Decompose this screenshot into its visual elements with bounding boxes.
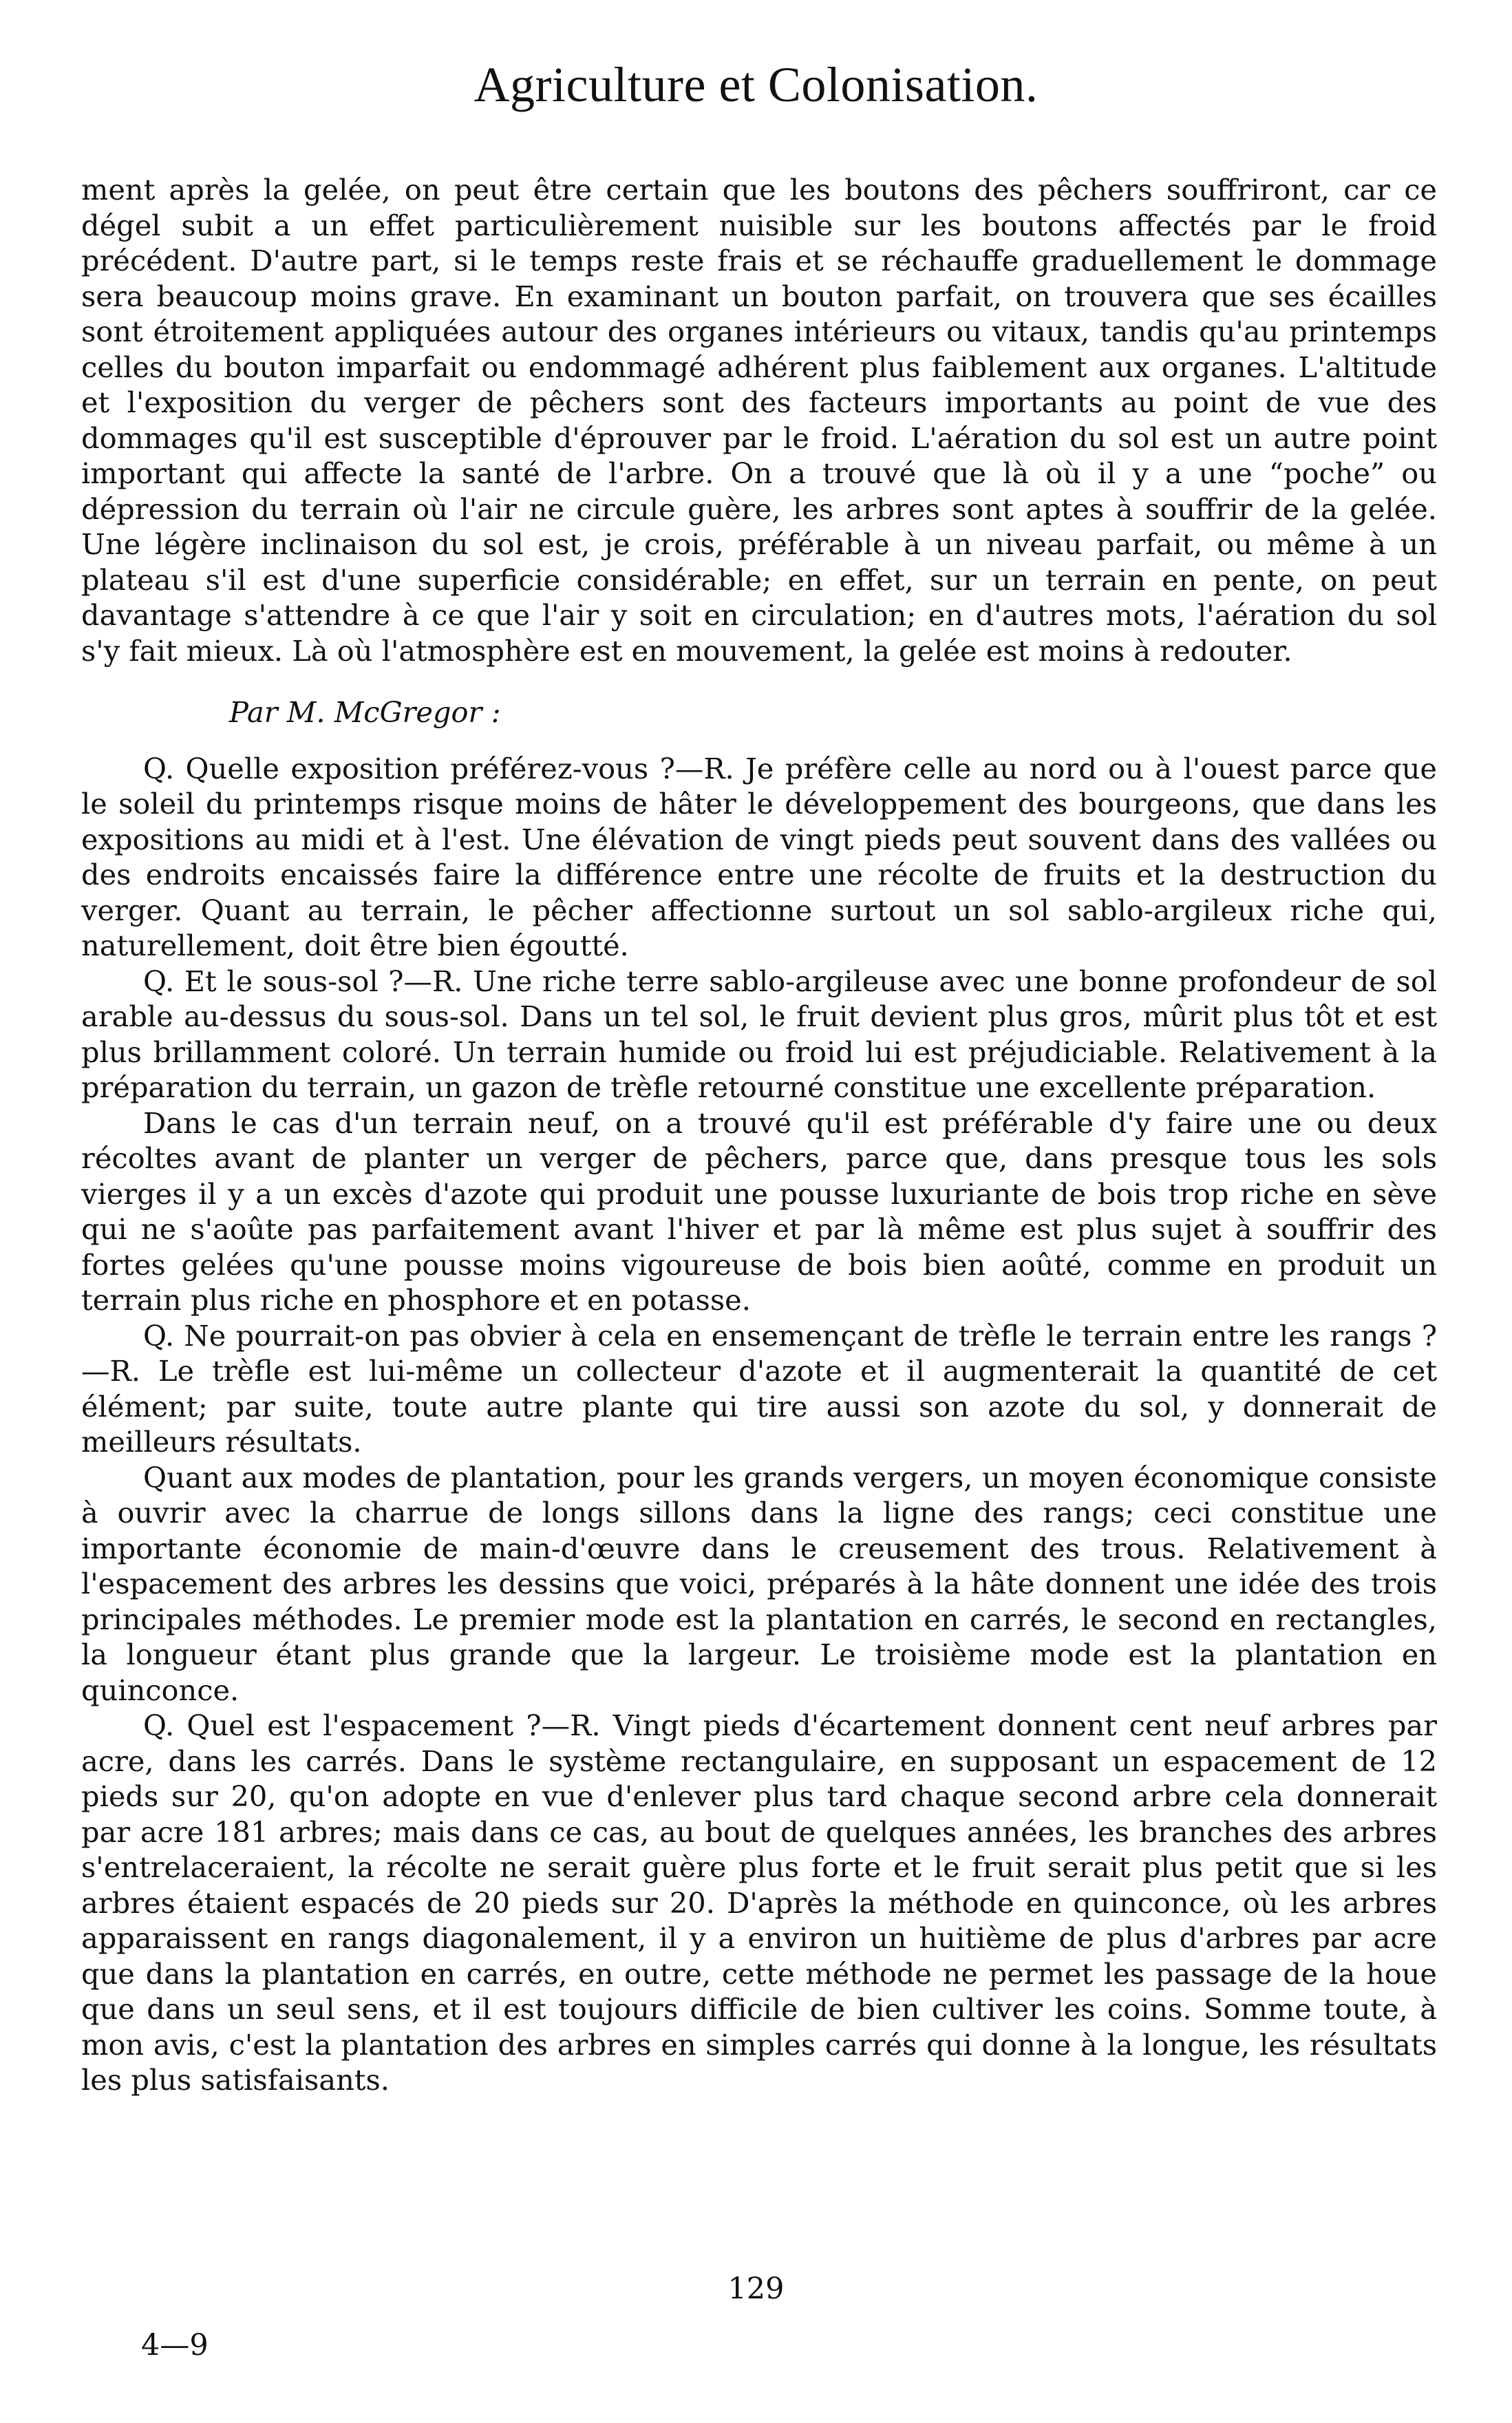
paragraph: Q. Quelle exposition préférez-vous ?—R. Je préfère celle au nord ou à l'ouest parce que le soleil du printemps risque moins de hâter le développement des bourgeons, que dans les expositions au midi et à l'est. Une élévation de vingt pieds peut souvent dans des vallées ou des endroits encaissés faire la différence entre une récolte de fruits et la destruction du verger. Quant au terrain, le pêcher affectionne surtout un sol sablo-argileux riche qui, naturellement, doit être bien égoutté.: [81, 751, 1437, 962]
paragraph: Q. Et le sous-sol ?—R. Une riche terre sablo-argileuse avec une bonne profondeur de sol arable au-dessus du sous-sol. Dans un tel sol, le fruit devient plus gros, mûrit plus tôt et est plus brillamment coloré. Un terrain humide ou froid lui est préjudiciable. Relativement à la préparation du terrain, un gazon de trèfle retourné constitue une excellente préparation.: [81, 964, 1437, 1104]
paragraph: Q. Quel est l'espacement ?—R. Vingt pieds d'écartement donnent cent neuf arbres par acre, dans les carrés. Dans le système rectangulaire, en supposant un espacement de 12 pieds sur 20, qu'on adopte en vue d'enlever plus tard chaque second arbre cela donnerait par acre 181 arbres; mais dans ce cas, au bout de quelques années, les branches des arbres s'entrelaceraient, la récolte ne serait guère plus forte et le fruit serait plus petit que si les arbres étaient espacés de 20 pieds sur 20. D'après la méthode en quinconce, où les arbres apparaissent en rangs diagonalement, il y a environ un huitième de plus d'arbres par acre que dans la plantation en carrés, en outre, cette méthode ne permet les passage de la houe que dans un seul sens, et il est toujours difficile de bien cultiver les coins. Somme toute, à mon avis, c'est la plantation des arbres en simples carrés qui donne à la longue, les résultats les plus satisfaisants.: [81, 1708, 1437, 2097]
speaker-heading: Par M. McGregor :: [229, 695, 501, 729]
paragraph: Quant aux modes de plantation, pour les grands vergers, un moyen économique consiste à ouvrir avec la charrue de longs sillons dans la ligne des rangs; ceci constitue une importante économie de main-d'œuvre dans le creusement des trous. Relativement à l'espacement des arbres les dessins que voici, préparés à la hâte donnent une idée des trois principales méthodes. Le premier mode est la plantation en carrés, le second en rectangles, la longueur étant plus grande que la largeur. Le troisième mode est la plantation en quinconce.: [81, 1460, 1437, 1707]
page-number: 129: [727, 2272, 785, 2306]
paragraph: Dans le cas d'un terrain neuf, on a trouvé qu'il est préférable d'y faire une ou deux récoltes avant de planter un verger de pêchers, parce que, dans presque tous les sols vierges il y a un excès d'azote qui produit une pousse luxuriante de bois trop riche en sève qui ne s'aoûte pas parfaitement avant l'hiver et par là même est plus sujet à souffrir des fortes gelées qu'une pousse moins vigoureuse de bois bien aoûté, comme en produit un terrain plus riche en phosphore et en potasse.: [81, 1105, 1437, 1317]
body-text: [81, 172, 1437, 2098]
paragraph-continuation: ment après la gelée, on peut être certain que les boutons des pêchers souffriront, car ce dégel subit a un effet particulièrement nuisible sur les boutons affectés par le froid précédent. D'autre part, si le temps reste frais et se réchauffe graduellement le dommage sera beaucoup moins grave. En examinant un bouton parfait, on trouvera que ses écailles sont étroitement appliquées autour des organes intérieurs ou vitaux, tandis qu'au printemps celles du bouton imparfait ou endommagé adhérent plus faiblement aux organes. L'altitude et l'exposition du verger de pêchers sont des facteurs importants au point de vue des dommages qu'il est susceptible d'éprouver par le froid. L'aération du sol est un autre point important qui affecte la santé de l'arbre. On a trouvé que là où il y a une “poche” ou dépression du terrain où l'air ne circule guère, les arbres sont aptes à souffrir de la gelée. Une légère inclinaison du sol est, je crois, préférable à un niveau parfait, ou même à un plateau s'il est d'une superficie considérable; en effet, sur un terrain en pente, on peut davantage s'attendre à ce que l'air y soit en circulation; en d'autres mots, l'aération du sol s'y fait mieux. Là où l'atmosphère est en mouvement, la gelée est moins à redouter.: [81, 173, 1437, 668]
signature-mark: 4—9: [141, 2328, 209, 2362]
paragraph: Q. Ne pourrait-on pas obvier à cela en ensemençant de trèfle le terrain entre les rangs ?—R. Le trèfle est lui-même un collecteur d'azote et il augmenterait la quantité de cet élément; par suite, toute autre plante qui tire aussi son azote du sol, y donnerait de meilleurs résultats.: [81, 1318, 1437, 1459]
running-header: Agriculture et Colonisation.: [473, 57, 1039, 112]
